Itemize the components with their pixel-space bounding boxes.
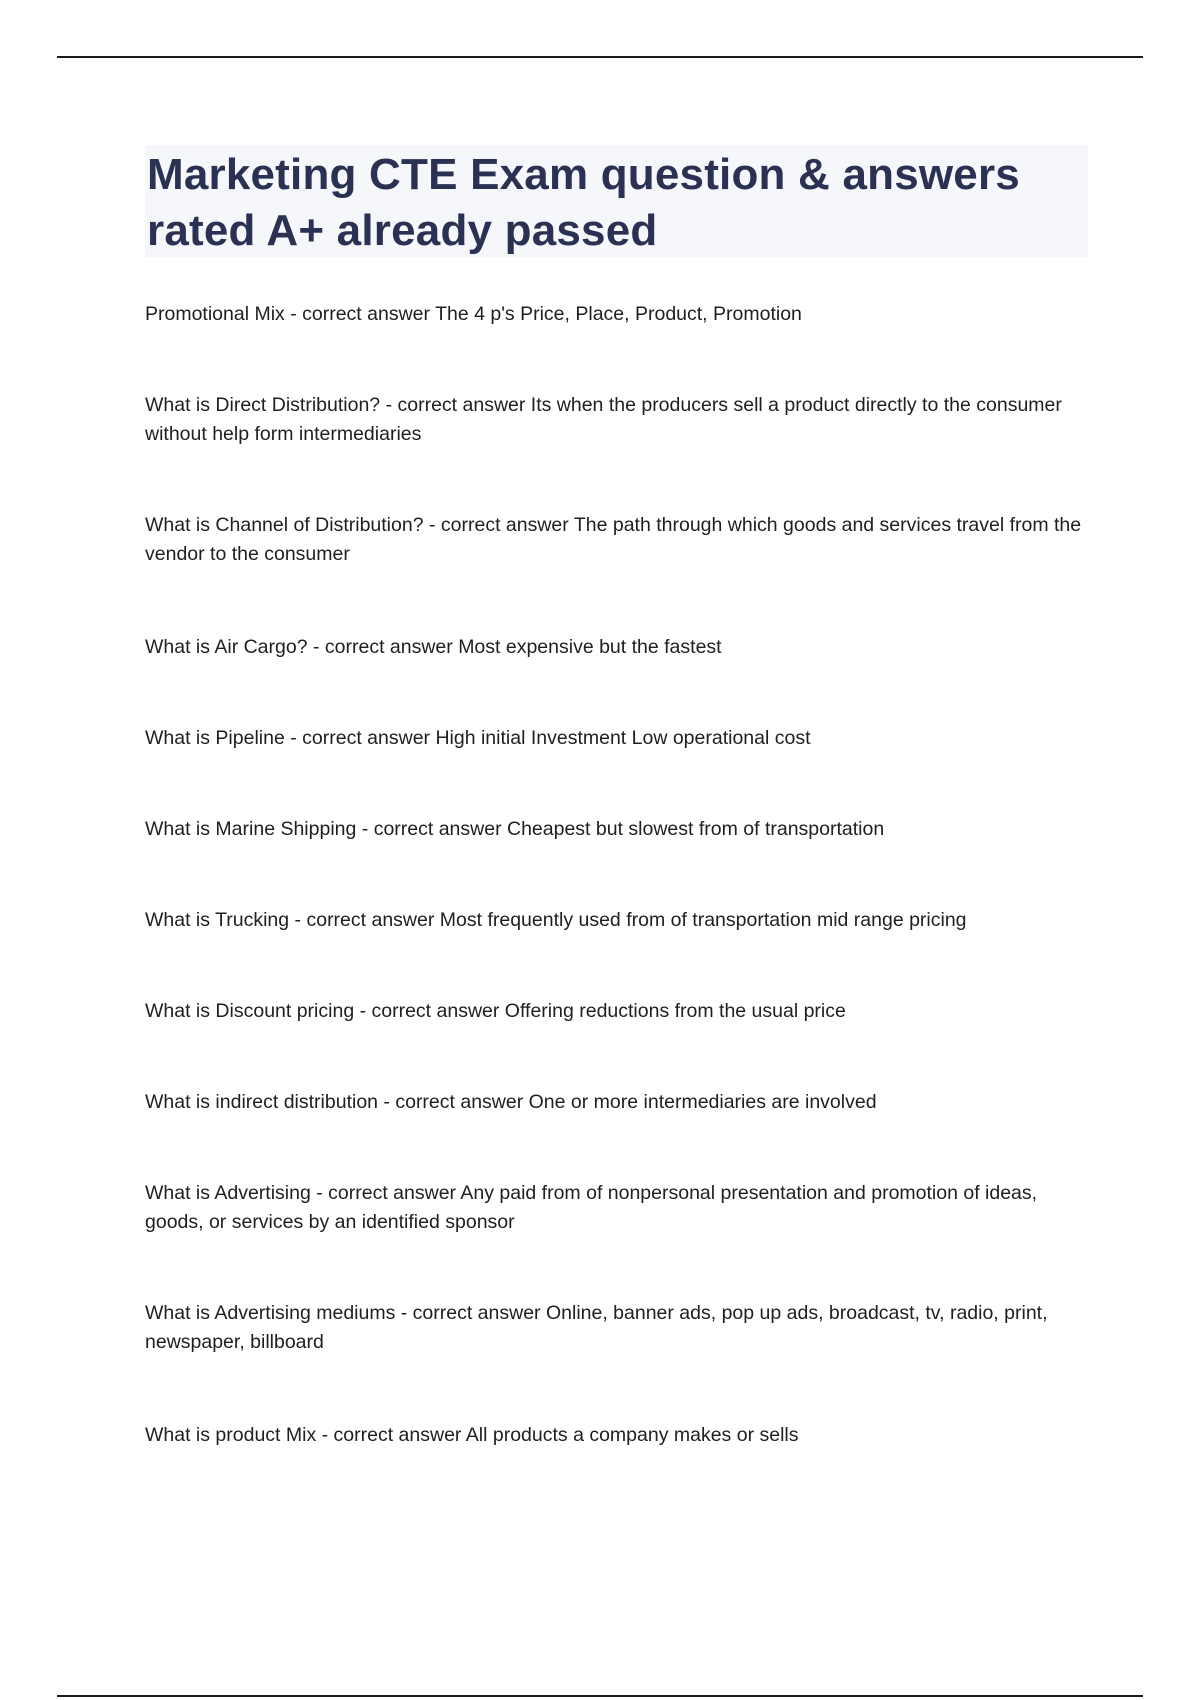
qa-item bbox=[145, 906, 1090, 935]
answer-text: Offering reductions from the usual price bbox=[504, 1000, 846, 1022]
answer-separator: - correct answer bbox=[423, 514, 574, 536]
answer-separator: - correct answer bbox=[395, 1302, 546, 1324]
document-title: Marketing CTE Exam question & answers rated A+ already passed bbox=[147, 150, 1020, 255]
answer-text: Online, banner ads, pop up ads, broadcast, tv, radio, print, newspaper, billboard bbox=[145, 1302, 1048, 1353]
title-banner bbox=[145, 145, 1088, 257]
answer-separator: - correct answer bbox=[284, 303, 436, 325]
answer-separator: - correct answer bbox=[354, 1000, 505, 1022]
footer-rule bbox=[57, 1695, 1143, 1697]
answer-text: The path through which goods and services travel from the vendor to the consumer bbox=[145, 514, 1082, 565]
answer-separator: - correct answer bbox=[307, 636, 459, 658]
qa-item bbox=[145, 724, 1090, 753]
answer-separator: - correct answer bbox=[310, 1182, 461, 1204]
qa-item bbox=[145, 300, 1090, 329]
question-text: What is Air Cargo? bbox=[145, 636, 308, 658]
qa-item bbox=[145, 1179, 1090, 1237]
answer-text: High initial Investment Low operational cost bbox=[435, 727, 811, 749]
qa-item bbox=[145, 815, 1090, 844]
answer-text: The 4 p's Price, Place, Product, Promotion bbox=[435, 303, 802, 325]
qa-item bbox=[145, 1088, 1090, 1117]
question-text: What is product Mix bbox=[145, 1424, 317, 1446]
answer-text: Any paid from of nonpersonal presentation and promotion of ideas, goods, or services by an identified sponsor bbox=[145, 1182, 1038, 1233]
question-text: What is Marine Shipping bbox=[145, 818, 357, 840]
question-text: What is Trucking bbox=[145, 909, 290, 931]
answer-separator: - correct answer bbox=[316, 1424, 466, 1446]
qa-item bbox=[145, 391, 1090, 449]
question-text: What is Channel of Distribution? bbox=[145, 514, 424, 536]
question-text: Promotional Mix bbox=[145, 303, 285, 325]
question-text: What is indirect distribution bbox=[145, 1091, 379, 1113]
answer-text: One or more intermediaries are involved bbox=[528, 1091, 877, 1113]
header-rule bbox=[57, 56, 1143, 58]
question-text: What is Advertising mediums bbox=[145, 1302, 396, 1324]
answer-separator: - correct answer bbox=[380, 394, 531, 416]
answer-text: Most frequently used from of transportation mid range pricing bbox=[439, 909, 967, 931]
answer-text: Most expensive but the fastest bbox=[458, 636, 722, 658]
question-text: What is Advertising bbox=[145, 1182, 311, 1204]
answer-separator: - correct answer bbox=[289, 909, 440, 931]
question-text: What is Discount pricing bbox=[145, 1000, 355, 1022]
answer-text: Its when the producers sell a product directly to the consumer without help form intermediaries bbox=[145, 394, 1062, 445]
answer-separator: - correct answer bbox=[378, 1091, 529, 1113]
answer-text: Cheapest but slowest from of transportation bbox=[506, 818, 885, 840]
qa-item bbox=[145, 511, 1090, 569]
qa-item bbox=[145, 1421, 1090, 1450]
answer-text: All products a company makes or sells bbox=[465, 1424, 799, 1446]
answer-separator: - correct answer bbox=[356, 818, 507, 840]
qa-item bbox=[145, 633, 1090, 662]
question-text: What is Direct Distribution? bbox=[145, 394, 381, 416]
answer-separator: - correct answer bbox=[284, 727, 436, 749]
qa-item bbox=[145, 997, 1090, 1026]
question-text: What is Pipeline bbox=[145, 727, 285, 749]
qa-item bbox=[145, 1299, 1090, 1357]
